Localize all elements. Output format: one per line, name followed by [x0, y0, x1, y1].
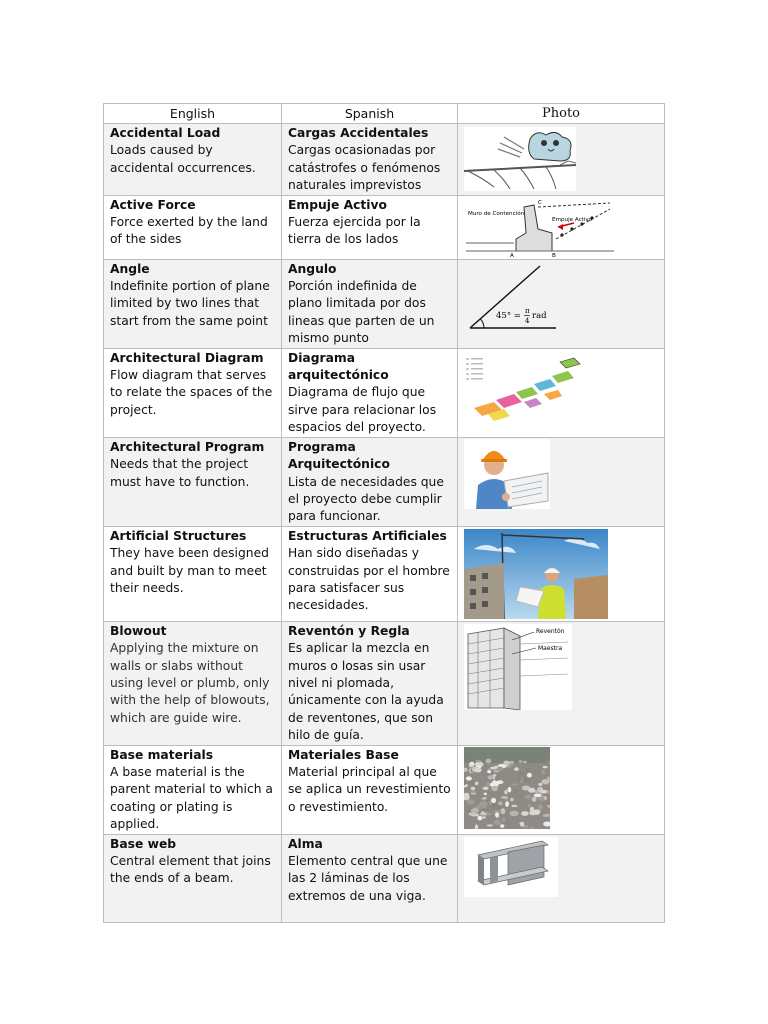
photo-cell — [458, 621, 665, 745]
diagram-label: Reventón — [536, 627, 565, 635]
spanish-cell — [282, 526, 458, 621]
spanish-cell — [282, 195, 458, 259]
spanish-term: Cargas Accidentales — [288, 126, 429, 140]
spanish-definition: Diagrama de flujo que sirve para relacionar los espacios del proyecto. — [288, 385, 437, 435]
english-definition: Loads caused by accidental occurrences. — [110, 143, 256, 175]
spanish-definition: Porción indefinida de plano limitada por dos lineas que parten de un mismo punto — [288, 279, 435, 346]
table-row — [104, 124, 665, 196]
english-definition: They have been designed and built by man to meet their needs. — [110, 546, 269, 595]
diagram-label: Muro de Contención — [468, 210, 525, 217]
angle-label: rad — [532, 310, 547, 321]
table-row — [104, 526, 665, 621]
table-row — [104, 259, 665, 348]
spanish-term: Reventón y Regla — [288, 623, 410, 638]
photo-cell — [458, 526, 665, 621]
retaining-wall-diagram — [464, 199, 614, 257]
angle-label: 4 — [525, 316, 530, 325]
english-cell — [104, 437, 282, 526]
english-term: Accidental Load — [110, 126, 221, 140]
spanish-term: Diagrama arquitectónico — [288, 350, 389, 383]
spanish-term: Materiales Base — [288, 747, 399, 762]
angle-label: 45° = — [496, 310, 521, 321]
english-term: Base materials — [110, 747, 214, 762]
english-term: Blowout — [110, 623, 167, 638]
spanish-definition: Cargas ocasionadas por catástrofes o fenómenos naturales imprevistos — [288, 143, 441, 193]
wall-sketch-image — [464, 624, 572, 710]
spanish-term: Angulo — [288, 261, 337, 276]
photo-cell — [458, 124, 665, 196]
english-definition: A base material is the parent material to which a coating or plating is applied. — [110, 764, 273, 832]
table-row — [104, 195, 665, 259]
english-definition: Central element that joins the ends of a beam. — [110, 854, 271, 886]
english-term: Architectural Diagram — [110, 350, 264, 365]
spanish-definition: Elemento central que une las 2 láminas de los extremos de una viga. — [288, 854, 448, 903]
english-term: Artificial Structures — [110, 528, 247, 543]
english-term: Angle — [110, 261, 150, 276]
steel-beam-photo — [464, 837, 558, 897]
architectural-diagram-image — [464, 354, 584, 428]
spanish-cell — [282, 124, 458, 196]
header-row — [104, 104, 665, 124]
spanish-definition: Han sido diseñadas y construidas por el hombre para satisfacer sus necesidades. — [288, 546, 450, 613]
diagram-label: Maestra — [538, 644, 563, 652]
english-term: Active Force — [110, 197, 196, 212]
header-photo: Photo — [458, 104, 665, 124]
english-cell — [104, 259, 282, 348]
table-row — [104, 621, 665, 745]
english-definition: Needs that the project must have to function. — [110, 457, 250, 489]
diagram-label: C — [538, 199, 542, 206]
english-cell — [104, 526, 282, 621]
angle-label: π — [525, 306, 530, 315]
spanish-definition: Fuerza ejercida por la tierra de los lados — [288, 215, 421, 247]
english-term: Base web — [110, 836, 177, 851]
spanish-term: Alma — [288, 836, 323, 851]
diagram-label: A — [510, 252, 514, 257]
spanish-cell — [282, 259, 458, 348]
diagram-label: Empuje Activo — [552, 216, 593, 223]
table-row — [104, 745, 665, 834]
spanish-definition: Es aplicar la mezcla en muros o losas sin usar nivel ni plomada, únicamente con la ayuda de reventones, que son hilo de guía. — [288, 641, 444, 743]
construction-site-photo — [464, 529, 608, 619]
spanish-definition: Material principal al que se aplica un revestimiento o revestimiento. — [288, 764, 451, 814]
photo-cell — [458, 834, 665, 922]
english-definition: Indefinite portion of plane limited by two lines that start from the same point — [110, 279, 270, 328]
spanish-cell — [282, 437, 458, 526]
english-term: Architectural Program — [110, 439, 265, 454]
english-cell — [104, 348, 282, 437]
engineer-with-plans-photo — [464, 439, 550, 509]
table-row — [104, 437, 665, 526]
spanish-cell — [282, 834, 458, 922]
photo-cell — [458, 745, 665, 834]
english-definition: Force exerted by the land of the sides — [110, 215, 268, 247]
spanish-cell — [282, 745, 458, 834]
glossary-table — [103, 103, 665, 923]
english-cell — [104, 124, 282, 196]
photo-cell — [458, 437, 665, 526]
photo-cell — [458, 259, 665, 348]
photo-cell — [458, 348, 665, 437]
photo-cell — [458, 195, 665, 259]
english-cell — [104, 621, 282, 745]
spanish-cell — [282, 348, 458, 437]
english-definition: Flow diagram that serves to relate the spaces of the project. — [110, 368, 273, 417]
header-spanish: Spanish — [282, 104, 458, 124]
spanish-term: Programa Arquitectónico — [288, 439, 390, 472]
angle-diagram — [464, 262, 564, 338]
spanish-term: Estructuras Artificiales — [288, 528, 447, 543]
english-cell — [104, 745, 282, 834]
gravel-photo — [464, 747, 550, 829]
english-definition: Applying the mixture on walls or slabs without using level or plumb, only with the help of blowouts, which are guide wire. — [110, 641, 270, 725]
accidental-load-image — [464, 127, 576, 191]
header-english: English — [104, 104, 282, 124]
table-row — [104, 834, 665, 922]
english-cell — [104, 195, 282, 259]
spanish-definition: Lista de necesidades que el proyecto debe cumplir para funcionar. — [288, 474, 444, 524]
english-cell — [104, 834, 282, 922]
table-row — [104, 348, 665, 437]
spanish-cell — [282, 621, 458, 745]
diagram-label: B — [552, 252, 556, 257]
spanish-term: Empuje Activo — [288, 197, 387, 212]
